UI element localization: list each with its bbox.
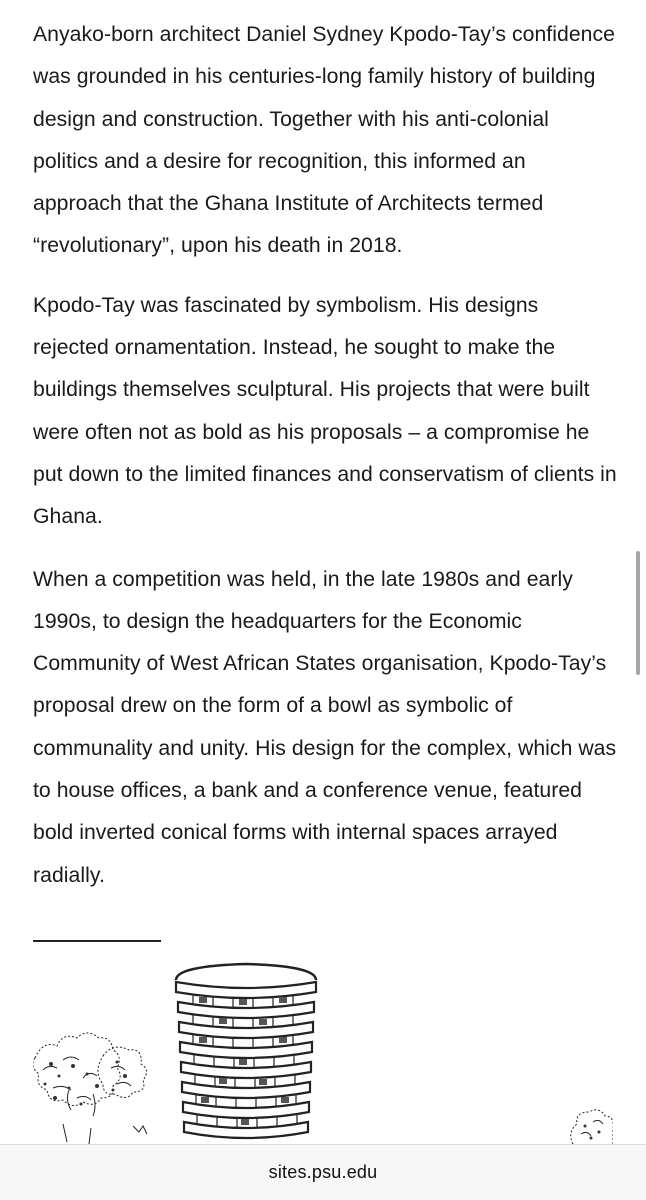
paragraph-3: When a competition was held, in the late 1980s and early 1990s, to design the headquarters for the Economic Community of West African States organisation, Kpodo-Tay’s proposal drew on the form of a bowl as symbolic of communality and unity. His design for the complex, which was to house offices, a bank and a conference venue, featured bold inverted conical forms with internal spaces arrayed radially.: [33, 567, 617, 887]
article-figure-sketch: [33, 938, 613, 1144]
building-sketch-image: [33, 938, 613, 1144]
paragraph-2: Kpodo-Tay was fascinated by symbolism. His designs rejected ornamentation. Instead, he sought to make the buildings themselves sculptural. His projects that were built were often not as bold as his proposals – a compromise he put down to the limited finances and conservatism of clients in Ghana.: [33, 293, 617, 529]
url-text[interactable]: sites.psu.edu: [268, 1162, 378, 1182]
article-body: [33, 14, 618, 919]
tower: [176, 964, 316, 1138]
scroll-indicator[interactable]: [636, 551, 640, 675]
browser-url-bar[interactable]: [0, 1144, 646, 1200]
tree-left: [33, 1033, 147, 1144]
paragraph-1: Anyako-born architect Daniel Sydney Kpodo-Tay’s confidence was grounded in his centuries-long family history of building design and construction. Together with his anti-colonial politics and a desire for recognition, this informed an approach that the Ghana Institute of Architects termed “revolutionary”, upon his death in 2018.: [33, 23, 615, 258]
